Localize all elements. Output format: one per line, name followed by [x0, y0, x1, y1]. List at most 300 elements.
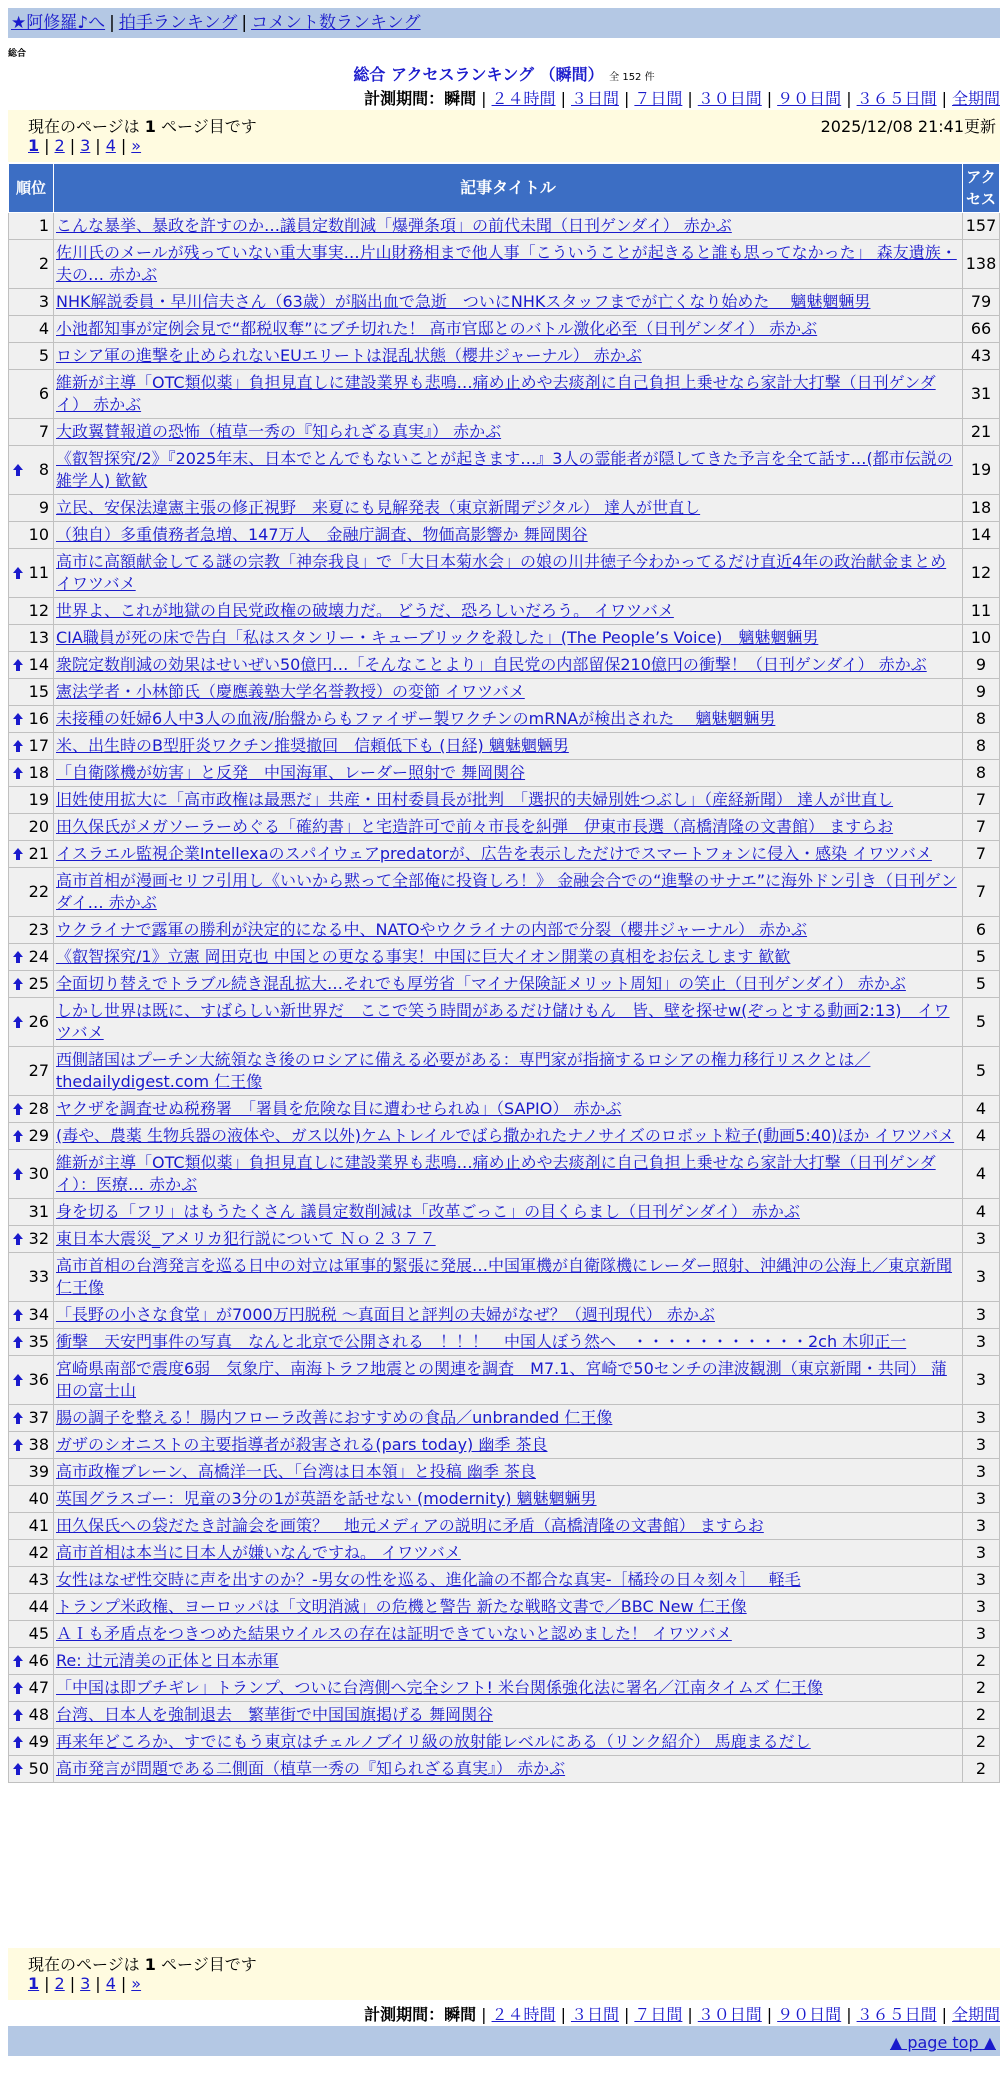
article-title-link[interactable]: CIA職員が死の床で告白「私はスタンリー・キューブリックを殺した」(The People’s Voice) 魑魅魍魎男: [56, 628, 819, 647]
access-header: アクセス: [963, 164, 1000, 213]
table-row: [9, 733, 1000, 760]
title-cell: [54, 1702, 963, 1729]
table-row: [9, 944, 1000, 971]
period-link-6[interactable]: ３６５日間: [856, 89, 937, 108]
rank-cell: [9, 944, 54, 971]
nav-separator: |: [109, 13, 115, 33]
period-link-6[interactable]: ３６５日間: [856, 2005, 937, 2024]
access-count: 3: [963, 1226, 1000, 1253]
title-cell: [54, 706, 963, 733]
article-title-link[interactable]: ＡＩも矛盾点をつきつめた結果ウイルスの存在は証明できていないと認めました！ イワツバメ: [56, 1624, 732, 1643]
article-title-link[interactable]: 身を切る「フリ」はもうたくさん 議員定数削減は「改革ごっこ」の目くらまし（日刊ゲンダイ） 赤かぶ: [56, 1202, 800, 1221]
title-cell: [54, 760, 963, 787]
table-row: [9, 213, 1000, 240]
page-top-link[interactable]: ▲ page top ▲: [889, 2033, 996, 2052]
rank-cell: [9, 446, 54, 495]
rank-number: 44: [28, 1597, 49, 1616]
period-separator: |: [846, 89, 852, 108]
access-count: 12: [963, 549, 1000, 598]
access-count: 9: [963, 679, 1000, 706]
period-link-1[interactable]: ２４時間: [491, 2005, 556, 2024]
period-separator: |: [623, 2005, 630, 2024]
table-row: [9, 652, 1000, 679]
period-link-5[interactable]: ９０日間: [777, 89, 842, 108]
access-count: 5: [963, 944, 1000, 971]
access-count: 11: [963, 598, 1000, 625]
rank-cell: [9, 1459, 54, 1486]
pagination-separator: |: [120, 1974, 127, 1993]
title-cell: [54, 289, 963, 316]
table-row: [9, 706, 1000, 733]
rank-number: 27: [28, 1061, 49, 1080]
table-row: [9, 598, 1000, 625]
access-count: 3: [963, 1459, 1000, 1486]
title-cell: [54, 1567, 963, 1594]
article-title-link[interactable]: 腸の調子を整える！腸内フローラ改善におすすめの食品／unbranded 仁王像: [56, 1408, 613, 1427]
article-title-link[interactable]: 高市首相が漫画セリフ引用し《いいから黙って全部俺に投資しろ！》 金融会合での“進撃のサナエ”に海外ドン引き（日刊ゲンダイ… 赤かぶ: [56, 871, 957, 912]
table-row: [9, 1459, 1000, 1486]
rank-number: 22: [28, 882, 49, 901]
access-count: 21: [963, 419, 1000, 446]
rank-cell: [9, 1329, 54, 1356]
access-count: 157: [963, 213, 1000, 240]
access-count: 3: [963, 1302, 1000, 1329]
rank-cell: [9, 549, 54, 598]
category-label: 総合: [8, 49, 27, 59]
article-title-link[interactable]: 維新が主導「OTC類似薬」負担見直しに建設業界も悲鳴…痛め止めや去痰剤に自己負担上乗せなら家計大打撃（日刊ゲンダイ） 赤かぶ: [56, 373, 936, 414]
rank-cell: [9, 598, 54, 625]
access-count: 66: [963, 316, 1000, 343]
page-title-block: [0, 62, 1008, 85]
article-title-link[interactable]: NHK解説委員・早川信夫さん（63歳）が脳出血で急逝 ついにNHKスタッフまでが亡くなり始めた 魑魅魍魎男: [56, 292, 871, 311]
access-count: 2: [963, 1702, 1000, 1729]
title-cell: [54, 1226, 963, 1253]
title-cell: [54, 1432, 963, 1459]
title-cell: [54, 1594, 963, 1621]
title-cell: [54, 1756, 963, 1783]
table-row: [9, 1199, 1000, 1226]
access-count: 7: [963, 868, 1000, 917]
current-page-text: 現在のページは 1 ページ目です: [28, 1955, 257, 1974]
table-row: [9, 522, 1000, 549]
next-page-link[interactable]: »: [131, 1974, 142, 1993]
rank-cell: [9, 1729, 54, 1756]
rank-cell: [9, 1356, 54, 1405]
access-count: 8: [963, 706, 1000, 733]
rank-cell: [9, 625, 54, 652]
article-title-link[interactable]: 高市政権ブレーン、高橋洋一氏、「台湾は日本領」と投稿 幽季 茶良: [56, 1462, 536, 1481]
article-title-link[interactable]: 西側諸国はプーチン大統領なき後のロシアに備える必要がある：専門家が指摘するロシアの権力移行リスクとは／thedailydigest.com 仁王像: [56, 1050, 871, 1091]
page-link-2[interactable]: 2: [54, 136, 65, 155]
table-row: [9, 1253, 1000, 1302]
period-link-3[interactable]: ７日間: [634, 2005, 683, 2024]
rank-cell: [9, 1096, 54, 1123]
article-title-link[interactable]: ヤクザを調査せぬ税務署 「署員を危険な目に遭わせられぬ」（SAPIO） 赤かぶ: [56, 1099, 622, 1118]
title-cell: [54, 944, 963, 971]
page-link-1[interactable]: 1: [28, 136, 40, 155]
article-title-link[interactable]: 田久保氏への袋だたき討論会を画策？ 地元メディアの説明に矛盾（高橋清隆の文書館） ますらお: [56, 1516, 764, 1535]
rank-number: 41: [28, 1516, 49, 1535]
current-page-number: 1: [144, 117, 156, 136]
article-title-link[interactable]: (毒や、農薬 生物兵器の液体や、ガス以外)ケムトレイルでばら撒かれたナノサイズのロボット粒子(動画5:40)ほか イワツバメ: [56, 1126, 955, 1145]
rank-cell: [9, 841, 54, 868]
access-count: 8: [963, 760, 1000, 787]
title-cell: [54, 522, 963, 549]
pagination-bottom: [28, 1974, 1000, 1996]
table-row: [9, 1150, 1000, 1199]
title-cell: [54, 1356, 963, 1405]
title-cell: [54, 1621, 963, 1648]
page-info-top: [8, 110, 1000, 162]
table-row: [9, 814, 1000, 841]
access-count: 5: [963, 1047, 1000, 1096]
period-link-7[interactable]: 全期間: [951, 2005, 1000, 2024]
page-link-4[interactable]: 4: [105, 136, 116, 155]
article-title-link[interactable]: 全面切り替えでトラブル続き混乱拡大…それでも厚労省「マイナ保険証メリット周知」の笑止（日刊ゲンダイ） 赤かぶ: [56, 974, 906, 993]
title-cell: [54, 971, 963, 998]
article-title-link[interactable]: 「長野の小さな食堂」が7000万円脱税 ～真面目と評判の夫婦がなぜ？（週刊現代） 赤かぶ: [56, 1305, 715, 1324]
title-cell: [54, 1459, 963, 1486]
rank-cell: [9, 1702, 54, 1729]
rank-cell: [9, 1594, 54, 1621]
table-row: [9, 1047, 1000, 1096]
rank-cell: [9, 213, 54, 240]
page-info-bottom: [8, 1948, 1000, 2000]
article-title-link[interactable]: 未接種の妊婦6人中3人の血液/胎盤からもファイザー製ワクチンのmRNAが検出された 魑魅魍魎男: [56, 709, 776, 728]
rank-cell: [9, 868, 54, 917]
rank-number: 33: [28, 1267, 49, 1286]
rank-cell: [9, 1513, 54, 1540]
access-count: 3: [963, 1432, 1000, 1459]
table-row: [9, 549, 1000, 598]
access-count: 2: [963, 1729, 1000, 1756]
period-link-2[interactable]: ３日間: [570, 2005, 619, 2024]
rank-cell: [9, 1432, 54, 1459]
ranking-table-body: [9, 213, 1000, 1783]
article-title-link[interactable]: 再来年どころか、すでにもう東京はチェルノブイリ級の放射能レベルにある（リンク紹介） 馬鹿まるだし: [56, 1732, 811, 1751]
article-title-link[interactable]: 立民、安保法違憲主張の修正視野 来夏にも見解発表（東京新聞デジタル） 達人が世直し: [56, 498, 701, 517]
rank-cell: [9, 1756, 54, 1783]
article-title-link[interactable]: ロシア軍の進撃を止められないEUエリートは混乱状態（櫻井ジャーナル） 赤かぶ: [56, 346, 642, 365]
period-separator: |: [941, 89, 947, 108]
top-nav-bar: [8, 8, 1000, 38]
rank-cell: [9, 522, 54, 549]
title-cell: [54, 213, 963, 240]
table-row: [9, 316, 1000, 343]
rank-number: 7: [38, 422, 49, 441]
article-title-link[interactable]: 大政翼賛報道の恐怖（植草一秀の『知られざる真実』） 赤かぶ: [56, 422, 502, 441]
access-count: 3: [963, 1486, 1000, 1513]
total-count: 全 152 件: [609, 72, 655, 83]
title-cell: [54, 343, 963, 370]
table-row: [9, 289, 1000, 316]
rank-cell: [9, 1648, 54, 1675]
period-link-4[interactable]: ３０日間: [697, 89, 762, 108]
article-title-link[interactable]: 旧姓使用拡大に「高市政権は最悪だ」共産・田村委員長が批判 「選択的夫婦別姓つぶし」（産経新聞） 達人が世直し: [56, 790, 894, 809]
rank-cell: [9, 419, 54, 446]
table-row: [9, 841, 1000, 868]
rank-number: 43: [28, 1570, 49, 1589]
access-count: 43: [963, 343, 1000, 370]
access-count: 7: [963, 841, 1000, 868]
page-link-1[interactable]: 1: [28, 1974, 40, 1993]
updated-timestamp: 2025/12/08 21:41更新: [820, 117, 996, 136]
rank-cell: [9, 1486, 54, 1513]
period-link-5[interactable]: ９０日間: [777, 2005, 842, 2024]
table-row: [9, 760, 1000, 787]
rank-cell: [9, 733, 54, 760]
title-cell: [54, 240, 963, 289]
access-count: 2: [963, 1756, 1000, 1783]
rank-cell: [9, 1405, 54, 1432]
period-link-7[interactable]: 全期間: [951, 89, 1000, 108]
article-title-link[interactable]: 衝撃 天安門事件の写真 なんと北京で公開される ！！！ 中国人ぼう然へ ・・・・・・・・・・・2ch 木卯正一: [56, 1332, 907, 1351]
period-link-4[interactable]: ３０日間: [697, 2005, 762, 2024]
rank-number: 46: [28, 1651, 49, 1670]
article-title-link[interactable]: 米、出生時のB型肝炎ワクチン推奨撤回 信頼低下も (日経) 魑魅魍魎男: [56, 736, 569, 755]
period-current: 瞬間: [444, 89, 477, 108]
rank-cell: [9, 1226, 54, 1253]
rank-number: 8: [38, 460, 49, 479]
period-label: 計測期間：: [364, 2005, 445, 2024]
title-cell: [54, 1123, 963, 1150]
period-link-1[interactable]: ２４時間: [491, 89, 556, 108]
article-title-link[interactable]: 田久保氏がメガソーラーめぐる「確約書」と宅造許可で前々市長を糾弾 伊東市長選（高橋清隆の文書館） ますらお: [56, 817, 894, 836]
rank-number: 15: [28, 682, 49, 701]
current-page-number: 1: [144, 1955, 156, 1974]
article-title-link[interactable]: （独自）多重債務者急増、147万人 金融庁調査、物価高影響か 舞岡関谷: [56, 525, 588, 544]
rank-cell: [9, 652, 54, 679]
title-cell: [54, 917, 963, 944]
title-cell: [54, 1047, 963, 1096]
title-cell: [54, 998, 963, 1047]
article-title-link[interactable]: 憲法学者・小林節氏（慶應義塾大学名誉教授）の変節 イワツバメ: [56, 682, 525, 701]
period-current: 瞬間: [444, 2005, 477, 2024]
rank-number: 39: [28, 1462, 49, 1481]
rank-number: 21: [28, 844, 49, 863]
page-title: 総合 アクセスランキング （瞬間）: [353, 65, 604, 84]
table-row: [9, 787, 1000, 814]
rank-number: 34: [28, 1305, 49, 1324]
title-cell: [54, 549, 963, 598]
rank-cell: [9, 1567, 54, 1594]
table-row: [9, 1729, 1000, 1756]
pagination-separator: |: [44, 1974, 50, 1993]
title-cell: [54, 733, 963, 760]
period-separator: |: [560, 2005, 566, 2024]
table-row: [9, 1702, 1000, 1729]
access-count: 79: [963, 289, 1000, 316]
title-cell: [54, 814, 963, 841]
access-count: 3: [963, 1405, 1000, 1432]
pagination-separator: |: [44, 136, 50, 155]
page-link-3[interactable]: 3: [80, 1974, 91, 1993]
period-separator: |: [687, 89, 693, 108]
title-cell: [54, 1513, 963, 1540]
access-count: 7: [963, 814, 1000, 841]
article-title-link[interactable]: 高市首相の台湾発言を巡る日中の対立は軍事的緊張に発展…中国軍機が自衛隊機にレーダー照射、沖縄沖の公海上／東京新聞 仁王像: [56, 1256, 953, 1297]
article-title-link[interactable]: 宮崎県南部で震度6弱 気象庁、南海トラフ地震との関連を調査 M7.1、宮崎で50センチの津波観測（東京新聞・共同） 蒲田の富士山: [56, 1359, 947, 1400]
article-title-link[interactable]: 《叡智探究/2》『2025年末、日本でとんでもないことが起きます…』3人の霊能者が隠してきた予言を全て話す…(都市伝説の雑学人) 歓歓: [56, 449, 953, 490]
rank-number: 24: [28, 947, 49, 966]
period-link-3[interactable]: ７日間: [634, 89, 683, 108]
rank-number: 11: [28, 563, 49, 582]
article-title-link[interactable]: トランプ米政権、ヨーロッパは「文明消滅」の危機と警告 新たな戦略文書で／BBC New 仁王像: [56, 1597, 747, 1616]
pagination-separator: |: [95, 1974, 101, 1993]
title-cell: [54, 1329, 963, 1356]
rank-number: 12: [28, 601, 49, 620]
article-title-link[interactable]: 小池都知事が定例会見で“都税収奪”にブチ切れた！ 高市官邸とのバトル激化必至（日刊ゲンダイ） 赤かぶ: [56, 319, 818, 338]
rank-number: 50: [28, 1759, 49, 1778]
article-title-link[interactable]: こんな暴挙、暴政を許すのか…議員定数削減「爆弾条項」の前代未聞（日刊ゲンダイ） 赤かぶ: [56, 216, 732, 235]
access-count: 8: [963, 733, 1000, 760]
page-link-4[interactable]: 4: [105, 1974, 116, 1993]
article-title-link[interactable]: 世界よ、これが地獄の自民党政権の破壊力だ。 どうだ、恐ろしいだろう。 イワツバメ: [56, 601, 674, 620]
table-row: [9, 240, 1000, 289]
rank-cell: [9, 1199, 54, 1226]
table-row: [9, 1594, 1000, 1621]
title-cell: [54, 316, 963, 343]
title-cell: [54, 1675, 963, 1702]
access-count: 19: [963, 446, 1000, 495]
rank-number: 29: [28, 1126, 49, 1145]
pagination-separator: |: [69, 136, 76, 155]
rank-number: 32: [28, 1229, 49, 1248]
article-title-link[interactable]: 女性はなぜ性交時に声を出すのか？-男女の性を巡る、進化論の不都合な真実-［橘玲の日々刻々］ 軽毛: [56, 1570, 801, 1589]
article-title-link[interactable]: 台湾、日本人を強制退去 繁華街で中国国旗掲げる 舞岡関谷: [56, 1705, 494, 1724]
rank-number: 35: [28, 1332, 49, 1351]
table-row: [9, 446, 1000, 495]
access-count: 3: [963, 1356, 1000, 1405]
table-row: [9, 343, 1000, 370]
article-title-link[interactable]: 「中国は即ブチギレ」トランプ、ついに台湾側へ完全シフト! 米台関係強化法に署名／江南タイムズ 仁王像: [56, 1678, 823, 1697]
title-cell: [54, 625, 963, 652]
title-cell: [54, 598, 963, 625]
table-row: [9, 1540, 1000, 1567]
rank-number: 13: [28, 628, 49, 647]
article-title-link[interactable]: 英国グラスゴー：児童の3分の1が英語を話せない (modernity) 魑魅魍魎男: [56, 1489, 597, 1508]
article-title-link[interactable]: 衆院定数削減の効果はせいぜい50億円…「そんなことより」自民党の内部留保210億円の衝撃！（日刊ゲンダイ） 赤かぶ: [56, 655, 927, 674]
article-title-link[interactable]: 維新が主導「OTC類似薬」負担見直しに建設業界も悲鳴…痛め止めや去痰剤に自己負担上乗せなら家計大打撃（日刊ゲンダイ）：医療… 赤かぶ: [56, 1153, 936, 1194]
table-row: [9, 868, 1000, 917]
table-row: [9, 1329, 1000, 1356]
rank-number: 49: [28, 1732, 49, 1751]
rank-number: 20: [28, 817, 49, 836]
page-link-3[interactable]: 3: [80, 136, 91, 155]
title-cell: [54, 1253, 963, 1302]
rank-cell: [9, 917, 54, 944]
article-title-link[interactable]: 高市に高額献金してる謎の宗教「神奈我良」で「大日本菊水会」の娘の川井徳子今わかってるだけ直近4年の政治献金まとめ イワツバメ: [56, 552, 947, 593]
rank-cell: [9, 679, 54, 706]
applause-ranking-link[interactable]: 拍手ランキング: [118, 13, 238, 33]
rank-cell: [9, 1047, 54, 1096]
table-row: [9, 1302, 1000, 1329]
rank-number: 30: [28, 1164, 49, 1183]
rank-cell: [9, 495, 54, 522]
table-row: [9, 679, 1000, 706]
title-cell: [54, 868, 963, 917]
access-count: 6: [963, 917, 1000, 944]
rank-cell: [9, 814, 54, 841]
table-row: [9, 1356, 1000, 1405]
table-row: [9, 1486, 1000, 1513]
period-separator: |: [766, 89, 773, 108]
title-cell: [54, 1540, 963, 1567]
comment-ranking-link[interactable]: コメント数ランキング: [251, 13, 421, 33]
title-cell: [54, 787, 963, 814]
rank-number: 10: [28, 525, 49, 544]
rank-number: 36: [28, 1370, 49, 1389]
access-count: 3: [963, 1594, 1000, 1621]
table-row: [9, 1432, 1000, 1459]
title-cell: [54, 370, 963, 419]
article-title-link[interactable]: ガザのシオニストの主要指導者が殺害される(pars today) 幽季 茶良: [56, 1435, 548, 1454]
article-title-link[interactable]: 高市発言が問題である二側面（植草一秀の『知られざる真実』） 赤かぶ: [56, 1759, 566, 1778]
rank-number: 26: [28, 1012, 49, 1031]
access-count: 3: [963, 1621, 1000, 1648]
table-row: [9, 917, 1000, 944]
access-count: 3: [963, 1253, 1000, 1302]
article-title-link[interactable]: ウクライナで露軍の勝利が決定的になる中、NATOやウクライナの内部で分裂（櫻井ジャーナル） 赤かぶ: [56, 920, 808, 939]
access-count: 9: [963, 652, 1000, 679]
period-separator: |: [687, 2005, 693, 2024]
pagination-top: [28, 136, 1000, 158]
period-link-2[interactable]: ３日間: [570, 89, 619, 108]
page-link-2[interactable]: 2: [54, 1974, 65, 1993]
title-cell: [54, 495, 963, 522]
table-row: [9, 1756, 1000, 1783]
period-separator: |: [766, 2005, 773, 2024]
rank-number: 42: [28, 1543, 49, 1562]
article-title-link[interactable]: イスラエル監視企業Intellexaのスパイウェアpredatorが、広告を表示しただけでスマートフォンに侵入・感染 イワツバメ: [56, 844, 932, 863]
title-cell: [54, 419, 963, 446]
rank-number: 23: [28, 920, 49, 939]
table-row: [9, 1123, 1000, 1150]
rank-number: 25: [28, 974, 49, 993]
article-title-link[interactable]: しかし世界は既に、すばらしい新世界だ ここで笑う時間があるだけ儲けもん 皆、壁を探せw(ぞっとする動画2:13) イワツバメ: [56, 1001, 950, 1042]
next-page-link[interactable]: »: [131, 136, 142, 155]
rank-cell: [9, 343, 54, 370]
article-title-link[interactable]: 東日本大震災_アメリカ犯行説について Ｎｏ２３７７: [56, 1229, 436, 1248]
rank-number: 17: [28, 736, 49, 755]
table-row: [9, 1513, 1000, 1540]
article-title-link[interactable]: 佐川氏のメールが残っていない重大事実…片山財務相まで他人事「こういうことが起きると誰も思ってなかった」 森友遺族・夫の… 赤かぶ: [56, 243, 957, 284]
rank-number: 38: [28, 1435, 49, 1454]
rank-cell: [9, 1253, 54, 1302]
rank-number: 3: [38, 292, 49, 311]
rank-number: 37: [28, 1408, 49, 1427]
rank-number: 45: [28, 1624, 49, 1643]
period-separator: |: [846, 2005, 852, 2024]
home-link[interactable]: ★阿修羅♪へ: [11, 13, 106, 33]
article-title-link[interactable]: Re: 辻元清美の正体と日本赤軍: [56, 1651, 279, 1670]
rank-cell: [9, 1123, 54, 1150]
rank-cell: [9, 998, 54, 1047]
access-count: 2: [963, 1648, 1000, 1675]
table-row: [9, 625, 1000, 652]
article-title-link[interactable]: 《叡智探究/1》立憲 岡田克也 中国との更なる事実！中国に巨大イオン開業の真相をお伝えします 歓歓: [56, 947, 791, 966]
rank-cell: [9, 971, 54, 998]
title-cell: [54, 1405, 963, 1432]
article-title-link[interactable]: 高市首相は本当に日本人が嫌いなんですね。 イワツバメ: [56, 1543, 461, 1562]
access-count: 3: [963, 1329, 1000, 1356]
rank-number: 48: [28, 1705, 49, 1724]
rank-number: 4: [38, 319, 49, 338]
period-separator: |: [481, 89, 487, 108]
access-count: 5: [963, 971, 1000, 998]
table-row: [9, 1567, 1000, 1594]
article-title-link[interactable]: 「自衛隊機が妨害」と反発 中国海軍、レーダー照射で 舞岡関谷: [56, 763, 526, 782]
